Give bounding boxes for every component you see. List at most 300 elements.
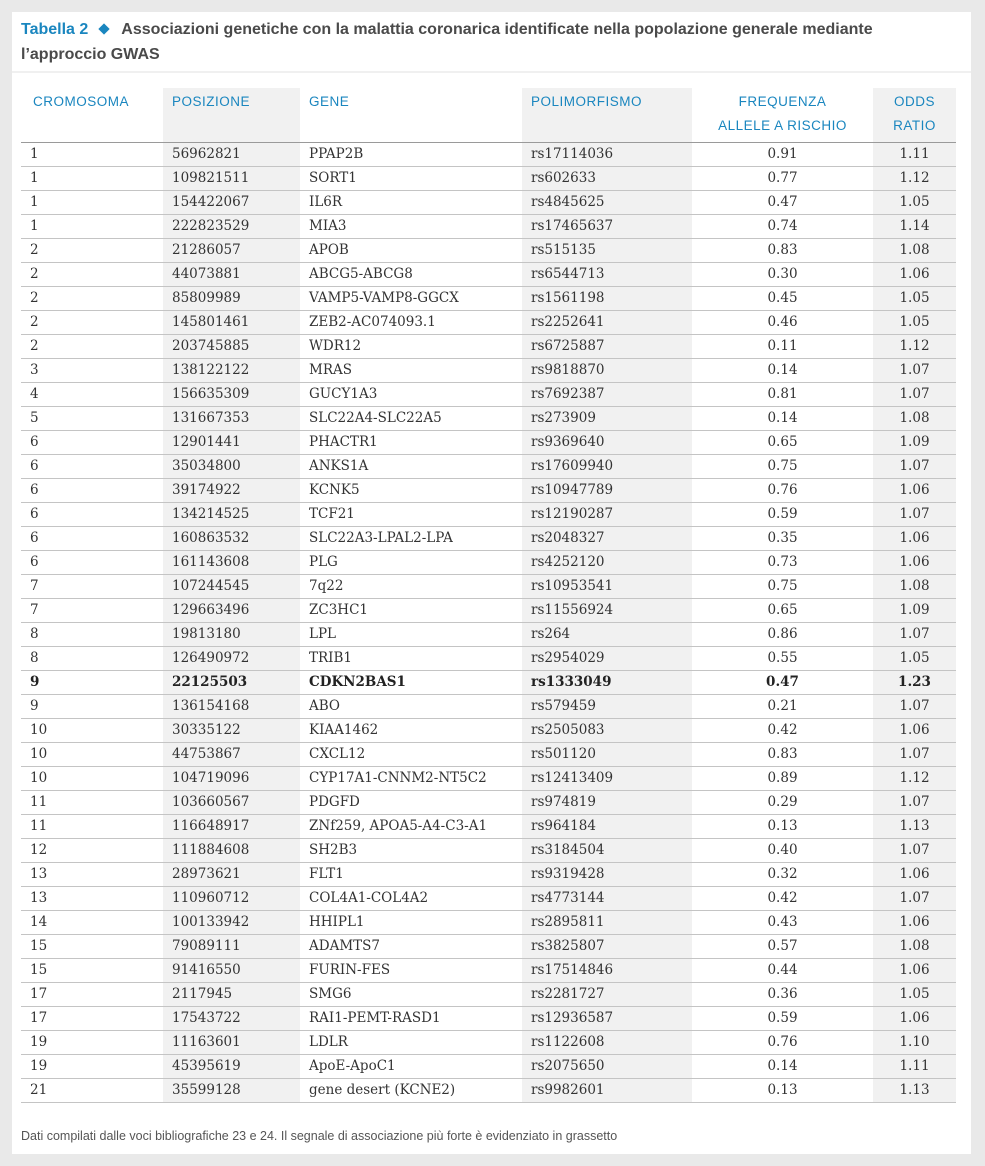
cell-posizione: 30335122 [163,719,300,743]
cell-posizione: 109821511 [163,167,300,191]
cell-posizione: 103660567 [163,791,300,815]
cell-cromosoma: 19 [21,1055,163,1079]
cell-gene: HHIPL1 [300,911,522,935]
cell-posizione: 35034800 [163,455,300,479]
cell-posizione: 203745885 [163,335,300,359]
cell-polimorfismo: rs4845625 [522,191,692,215]
cell-frequenza: 0.73 [692,551,873,575]
cell-polimorfismo: rs9982601 [522,1079,692,1103]
cell-posizione: 28973621 [163,863,300,887]
cell-odds-ratio: 1.06 [873,527,956,551]
cell-gene: VAMP5-VAMP8-GGCX [300,287,522,311]
table-row [21,911,956,935]
cell-gene: ADAMTS7 [300,935,522,959]
table-row [21,839,956,863]
cell-polimorfismo: rs10947789 [522,479,692,503]
cell-cromosoma: 21 [21,1079,163,1103]
cell-cromosoma: 6 [21,551,163,575]
cell-cromosoma: 10 [21,743,163,767]
cell-gene: SLC22A4-SLC22A5 [300,407,522,431]
cell-posizione: 154422067 [163,191,300,215]
cell-posizione: 19813180 [163,623,300,647]
cell-gene: ANKS1A [300,455,522,479]
cell-frequenza: 0.81 [692,383,873,407]
cell-polimorfismo: rs17465637 [522,215,692,239]
cell-cromosoma: 11 [21,791,163,815]
cell-frequenza: 0.45 [692,287,873,311]
table-row [21,1007,956,1031]
cell-gene: KIAA1462 [300,719,522,743]
cell-posizione: 104719096 [163,767,300,791]
cell-frequenza: 0.65 [692,431,873,455]
cell-cromosoma: 6 [21,479,163,503]
cell-cromosoma: 19 [21,1031,163,1055]
cell-cromosoma: 1 [21,215,163,239]
cell-frequenza: 0.35 [692,527,873,551]
header-odds-line1: ODDS [893,94,935,109]
table-row [21,215,956,239]
cell-gene: MIA3 [300,215,522,239]
cell-frequenza: 0.30 [692,263,873,287]
cell-frequenza: 0.57 [692,935,873,959]
cell-gene: ABCG5-ABCG8 [300,263,522,287]
cell-odds-ratio: 1.05 [873,287,956,311]
cell-cromosoma: 5 [21,407,163,431]
cell-posizione: 136154168 [163,695,300,719]
table-row [21,551,956,575]
cell-frequenza: 0.76 [692,479,873,503]
table-row [21,599,956,623]
header-gene: GENE [300,88,522,143]
cell-polimorfismo: rs515135 [522,239,692,263]
table-card [12,12,971,1154]
cell-cromosoma: 17 [21,983,163,1007]
cell-frequenza: 0.14 [692,407,873,431]
cell-cromosoma: 9 [21,695,163,719]
cell-posizione: 91416550 [163,959,300,983]
cell-polimorfismo: rs2281727 [522,983,692,1007]
table-row [21,647,956,671]
cell-odds-ratio: 1.07 [873,791,956,815]
cell-frequenza: 0.59 [692,503,873,527]
cell-odds-ratio: 1.05 [873,983,956,1007]
table-row [21,935,956,959]
cell-cromosoma: 13 [21,863,163,887]
cell-posizione: 44753867 [163,743,300,767]
cell-frequenza: 0.14 [692,359,873,383]
cell-odds-ratio: 1.09 [873,431,956,455]
table-row [21,527,956,551]
table-row [21,407,956,431]
cell-cromosoma: 4 [21,383,163,407]
cell-frequenza: 0.46 [692,311,873,335]
cell-cromosoma: 1 [21,143,163,167]
cell-cromosoma: 2 [21,263,163,287]
cell-odds-ratio: 1.07 [873,743,956,767]
cell-cromosoma: 13 [21,887,163,911]
cell-odds-ratio: 1.06 [873,911,956,935]
cell-odds-ratio: 1.05 [873,647,956,671]
cell-frequenza: 0.86 [692,623,873,647]
cell-gene: CDKN2BAS1 [300,671,522,695]
cell-posizione: 22125503 [163,671,300,695]
cell-posizione: 2117945 [163,983,300,1007]
cell-odds-ratio: 1.05 [873,311,956,335]
cell-cromosoma: 1 [21,167,163,191]
header-frequenza-line1: FREQUENZA [738,94,827,109]
cell-odds-ratio: 1.06 [873,263,956,287]
cell-posizione: 145801461 [163,311,300,335]
cell-polimorfismo: rs4252120 [522,551,692,575]
cell-polimorfismo: rs273909 [522,407,692,431]
cell-frequenza: 0.47 [692,191,873,215]
cell-gene: PPAP2B [300,143,522,167]
cell-polimorfismo: rs6544713 [522,263,692,287]
cell-frequenza: 0.83 [692,239,873,263]
cell-frequenza: 0.21 [692,695,873,719]
table-row [21,503,956,527]
cell-gene: 7q22 [300,575,522,599]
header-cromosoma: CROMOSOMA [21,88,163,143]
cell-polimorfismo: rs2505083 [522,719,692,743]
table-row [21,383,956,407]
cell-odds-ratio: 1.12 [873,335,956,359]
cell-gene: CYP17A1-CNNM2-NT5C2 [300,767,522,791]
cell-frequenza: 0.32 [692,863,873,887]
cell-polimorfismo: rs10953541 [522,575,692,599]
diamond-icon [99,23,110,34]
cell-cromosoma: 9 [21,671,163,695]
cell-frequenza: 0.42 [692,887,873,911]
cell-posizione: 100133942 [163,911,300,935]
table-row [21,287,956,311]
header-frequenza [692,88,873,143]
cell-frequenza: 0.59 [692,1007,873,1031]
cell-posizione: 39174922 [163,479,300,503]
cell-posizione: 156635309 [163,383,300,407]
cell-cromosoma: 6 [21,503,163,527]
table-row [21,1031,956,1055]
cell-polimorfismo: rs1561198 [522,287,692,311]
header-frequenza-line2: ALLELE A RISCHIO [718,118,847,133]
cell-posizione: 85809989 [163,287,300,311]
table-row [21,335,956,359]
cell-polimorfismo: rs2954029 [522,647,692,671]
cell-polimorfismo: rs2895811 [522,911,692,935]
cell-frequenza: 0.75 [692,575,873,599]
cell-frequenza: 0.74 [692,215,873,239]
cell-gene: ZC3HC1 [300,599,522,623]
table-row [21,1079,956,1103]
cell-gene: APOB [300,239,522,263]
table-row [21,263,956,287]
cell-gene: MRAS [300,359,522,383]
cell-frequenza: 0.13 [692,815,873,839]
table-row [21,359,956,383]
header-odds-line2: RATIO [893,118,936,133]
cell-odds-ratio: 1.14 [873,215,956,239]
cell-odds-ratio: 1.09 [873,599,956,623]
header-odds-ratio [873,88,956,143]
cell-polimorfismo: rs9369640 [522,431,692,455]
cell-gene: TCF21 [300,503,522,527]
table-caption [21,17,951,67]
cell-frequenza: 0.47 [692,671,873,695]
cell-odds-ratio: 1.12 [873,167,956,191]
cell-odds-ratio: 1.06 [873,1007,956,1031]
cell-odds-ratio: 1.07 [873,887,956,911]
cell-gene: COL4A1-COL4A2 [300,887,522,911]
cell-cromosoma: 14 [21,911,163,935]
cell-polimorfismo: rs17114036 [522,143,692,167]
cell-cromosoma: 12 [21,839,163,863]
cell-odds-ratio: 1.07 [873,455,956,479]
cell-cromosoma: 6 [21,431,163,455]
table-label: Tabella 2 [21,21,89,38]
table-row [21,455,956,479]
cell-cromosoma: 2 [21,311,163,335]
cell-cromosoma: 10 [21,719,163,743]
cell-posizione: 107244545 [163,575,300,599]
table-row [21,887,956,911]
cell-odds-ratio: 1.11 [873,1055,956,1079]
table-footnote: Dati compilati dalle voci bibliografiche 23 e 24. Il segnale di associazione più forte è evidenziato in grassetto [21,1129,618,1143]
cell-polimorfismo: rs1333049 [522,671,692,695]
table-header-row [21,88,956,143]
cell-polimorfismo: rs12190287 [522,503,692,527]
cell-gene: SORT1 [300,167,522,191]
table-row [21,983,956,1007]
cell-frequenza: 0.91 [692,143,873,167]
cell-posizione: 161143608 [163,551,300,575]
cell-cromosoma: 1 [21,191,163,215]
cell-gene: CXCL12 [300,743,522,767]
cell-odds-ratio: 1.08 [873,575,956,599]
cell-posizione: 110960712 [163,887,300,911]
table-row [21,767,956,791]
cell-frequenza: 0.13 [692,1079,873,1103]
cell-posizione: 17543722 [163,1007,300,1031]
table-row [21,311,956,335]
cell-gene: KCNK5 [300,479,522,503]
cell-frequenza: 0.14 [692,1055,873,1079]
cell-gene: SH2B3 [300,839,522,863]
cell-odds-ratio: 1.10 [873,1031,956,1055]
cell-polimorfismo: rs17514846 [522,959,692,983]
cell-gene: GUCY1A3 [300,383,522,407]
cell-odds-ratio: 1.07 [873,695,956,719]
cell-odds-ratio: 1.07 [873,503,956,527]
cell-polimorfismo: rs9319428 [522,863,692,887]
cell-posizione: 11163601 [163,1031,300,1055]
cell-gene: ApoE-ApoC1 [300,1055,522,1079]
cell-odds-ratio: 1.23 [873,671,956,695]
cell-cromosoma: 6 [21,527,163,551]
table-row [21,623,956,647]
cell-posizione: 79089111 [163,935,300,959]
cell-posizione: 126490972 [163,647,300,671]
cell-gene: PHACTR1 [300,431,522,455]
cell-gene: TRIB1 [300,647,522,671]
cell-cromosoma: 7 [21,575,163,599]
cell-posizione: 222823529 [163,215,300,239]
cell-frequenza: 0.55 [692,647,873,671]
cell-gene: ZEB2-AC074093.1 [300,311,522,335]
cell-polimorfismo: rs2252641 [522,311,692,335]
cell-odds-ratio: 1.08 [873,935,956,959]
table-row [21,479,956,503]
cell-gene: FURIN-FES [300,959,522,983]
cell-odds-ratio: 1.05 [873,191,956,215]
cell-gene: SLC22A3-LPAL2-LPA [300,527,522,551]
table-row [21,431,956,455]
cell-odds-ratio: 1.06 [873,719,956,743]
cell-posizione: 160863532 [163,527,300,551]
cell-cromosoma: 15 [21,959,163,983]
cell-odds-ratio: 1.06 [873,551,956,575]
cell-cromosoma: 8 [21,623,163,647]
cell-posizione: 35599128 [163,1079,300,1103]
cell-cromosoma: 7 [21,599,163,623]
cell-polimorfismo: rs974819 [522,791,692,815]
header-polimorfismo: POLIMORFISMO [522,88,692,143]
cell-polimorfismo: rs3825807 [522,935,692,959]
cell-frequenza: 0.43 [692,911,873,935]
cell-frequenza: 0.11 [692,335,873,359]
cell-polimorfismo: rs12413409 [522,767,692,791]
cell-gene: IL6R [300,191,522,215]
cell-cromosoma: 2 [21,287,163,311]
cell-odds-ratio: 1.06 [873,863,956,887]
cell-odds-ratio: 1.08 [873,407,956,431]
table-row [21,191,956,215]
cell-gene: ABO [300,695,522,719]
table-title: Associazioni genetiche con la malattia coronarica identificate nella popolazione generale mediante l’approccio GWAS [21,21,873,63]
cell-cromosoma: 15 [21,935,163,959]
cell-frequenza: 0.42 [692,719,873,743]
table-row [21,695,956,719]
cell-frequenza: 0.29 [692,791,873,815]
cell-posizione: 134214525 [163,503,300,527]
cell-odds-ratio: 1.13 [873,815,956,839]
cell-polimorfismo: rs602633 [522,167,692,191]
cell-posizione: 111884608 [163,839,300,863]
cell-frequenza: 0.75 [692,455,873,479]
table-row [21,575,956,599]
gwas-table [21,88,956,1103]
table-row [21,719,956,743]
cell-gene: SMG6 [300,983,522,1007]
cell-polimorfismo: rs9818870 [522,359,692,383]
table-row [21,815,956,839]
cell-posizione: 131667353 [163,407,300,431]
cell-odds-ratio: 1.13 [873,1079,956,1103]
cell-polimorfismo: rs7692387 [522,383,692,407]
table-row [21,143,956,167]
cell-gene: gene desert (KCNE2) [300,1079,522,1103]
cell-frequenza: 0.36 [692,983,873,1007]
cell-posizione: 44073881 [163,263,300,287]
cell-polimorfismo: rs1122608 [522,1031,692,1055]
cell-polimorfismo: rs501120 [522,743,692,767]
cell-odds-ratio: 1.06 [873,479,956,503]
cell-posizione: 12901441 [163,431,300,455]
cell-polimorfismo: rs17609940 [522,455,692,479]
table-row [21,239,956,263]
table-row [21,671,956,695]
cell-frequenza: 0.65 [692,599,873,623]
cell-frequenza: 0.83 [692,743,873,767]
cell-gene: LDLR [300,1031,522,1055]
cell-posizione: 21286057 [163,239,300,263]
header-posizione: POSIZIONE [163,88,300,143]
cell-polimorfismo: rs6725887 [522,335,692,359]
cell-polimorfismo: rs11556924 [522,599,692,623]
cell-posizione: 138122122 [163,359,300,383]
cell-odds-ratio: 1.07 [873,839,956,863]
table-row [21,1055,956,1079]
cell-posizione: 129663496 [163,599,300,623]
cell-polimorfismo: rs3184504 [522,839,692,863]
cell-gene: ZNf259, APOA5-A4-C3-A1 [300,815,522,839]
cell-gene: FLT1 [300,863,522,887]
table-row [21,791,956,815]
cell-odds-ratio: 1.07 [873,383,956,407]
cell-cromosoma: 8 [21,647,163,671]
cell-cromosoma: 3 [21,359,163,383]
cell-polimorfismo: rs2075650 [522,1055,692,1079]
cell-frequenza: 0.77 [692,167,873,191]
cell-cromosoma: 17 [21,1007,163,1031]
cell-gene: WDR12 [300,335,522,359]
cell-polimorfismo: rs579459 [522,695,692,719]
cell-posizione: 45395619 [163,1055,300,1079]
table-body [21,143,956,1103]
cell-gene: PLG [300,551,522,575]
cell-posizione: 56962821 [163,143,300,167]
cell-polimorfismo: rs964184 [522,815,692,839]
cell-posizione: 116648917 [163,815,300,839]
cell-frequenza: 0.76 [692,1031,873,1055]
table-row [21,959,956,983]
cell-odds-ratio: 1.11 [873,143,956,167]
cell-odds-ratio: 1.12 [873,767,956,791]
cell-gene: PDGFD [300,791,522,815]
table-row [21,167,956,191]
cell-odds-ratio: 1.08 [873,239,956,263]
cell-odds-ratio: 1.07 [873,623,956,647]
cell-cromosoma: 10 [21,767,163,791]
cell-cromosoma: 2 [21,335,163,359]
caption-divider [12,71,971,73]
table-row [21,743,956,767]
table-row [21,863,956,887]
cell-gene: RAI1-PEMT-RASD1 [300,1007,522,1031]
cell-odds-ratio: 1.06 [873,959,956,983]
cell-gene: LPL [300,623,522,647]
cell-polimorfismo: rs4773144 [522,887,692,911]
cell-odds-ratio: 1.07 [873,359,956,383]
cell-cromosoma: 11 [21,815,163,839]
cell-frequenza: 0.44 [692,959,873,983]
cell-frequenza: 0.89 [692,767,873,791]
cell-cromosoma: 2 [21,239,163,263]
cell-polimorfismo: rs2048327 [522,527,692,551]
cell-polimorfismo: rs264 [522,623,692,647]
cell-frequenza: 0.40 [692,839,873,863]
cell-cromosoma: 6 [21,455,163,479]
cell-polimorfismo: rs12936587 [522,1007,692,1031]
